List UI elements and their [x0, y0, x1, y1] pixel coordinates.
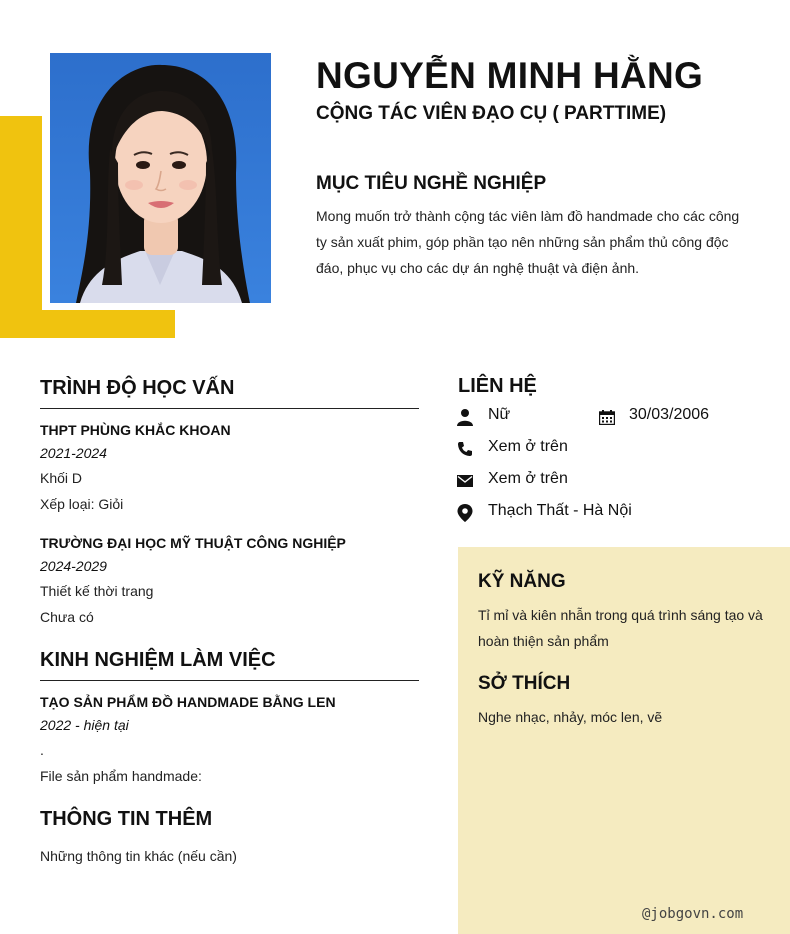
education-detail: Chưa có [40, 609, 94, 625]
extra-info-heading: THÔNG TIN THÊM [40, 808, 213, 830]
experience-divider [40, 680, 419, 681]
education-years: 2021-2024 [40, 445, 107, 461]
education-detail: Khối D [40, 470, 83, 486]
skills-heading: KỸ NĂNG [478, 571, 566, 592]
accent-bar-vertical [0, 116, 42, 338]
education-divider [40, 408, 419, 409]
experience-period: 2022 - hiện tại [40, 717, 129, 733]
education-school: THPT PHÙNG KHẮC KHOAN [40, 422, 231, 438]
calendar-icon [598, 408, 616, 426]
phone-icon [456, 440, 474, 458]
contact-email: Xem ở trên [488, 470, 568, 487]
education-detail: Thiết kế thời trang [40, 583, 154, 599]
contact-gender: Nữ [488, 406, 511, 423]
objective-heading: MỤC TIÊU NGHỀ NGHIỆP [316, 173, 547, 194]
contact-heading: LIÊN HỆ [458, 375, 537, 397]
objective-text: Mong muốn trở thành cộng tác viên làm đồ handmade cho các công ty sản xuất phim, góp phần tạo nên những sản phẩm thủ công độc đáo, phục vụ cho các dự án nghệ thuật và điện ảnh. [316, 208, 740, 276]
location-pin-icon [456, 504, 474, 522]
contact-birthday: 30/03/2006 [629, 406, 710, 423]
contact-phone: Xem ở trên [488, 438, 568, 455]
watermark: @jobgovn.com [642, 906, 744, 922]
candidate-name: NGUYỄN MINH HẰNG [316, 55, 704, 96]
hobbies-text: Nghe nhạc, nhảy, móc len, vẽ [478, 709, 663, 725]
experience-heading: KINH NGHIỆM LÀM VIỆC [40, 649, 276, 671]
education-detail: Xếp loại: Giỏi [40, 496, 124, 512]
education-school: TRƯỜNG ĐẠI HỌC MỸ THUẬT CÔNG NGHIỆP [40, 535, 346, 551]
profile-photo [50, 53, 271, 303]
person-icon [456, 408, 474, 426]
job-title: CỘNG TÁC VIÊN ĐẠO CỤ ( PARTTIME) [316, 103, 667, 124]
accent-bar-horizontal [0, 310, 175, 338]
contact-address: Thạch Thất - Hà Nội [488, 502, 632, 519]
experience-detail: File sản phẩm handmade: [40, 768, 202, 784]
education-heading: TRÌNH ĐỘ HỌC VẤN [40, 377, 235, 399]
education-years: 2024-2029 [40, 558, 107, 574]
experience-detail: . [40, 742, 44, 758]
hobbies-heading: SỞ THÍCH [478, 673, 571, 694]
envelope-icon [456, 472, 474, 490]
skills-text: Tỉ mỉ và kiên nhẫn trong quá trình sáng tạo và hoàn thiện sản phẩm [478, 607, 763, 649]
experience-role: TẠO SẢN PHẨM ĐỒ HANDMADE BẰNG LEN [40, 694, 336, 710]
extra-info-text: Những thông tin khác (nếu cần) [40, 848, 237, 864]
